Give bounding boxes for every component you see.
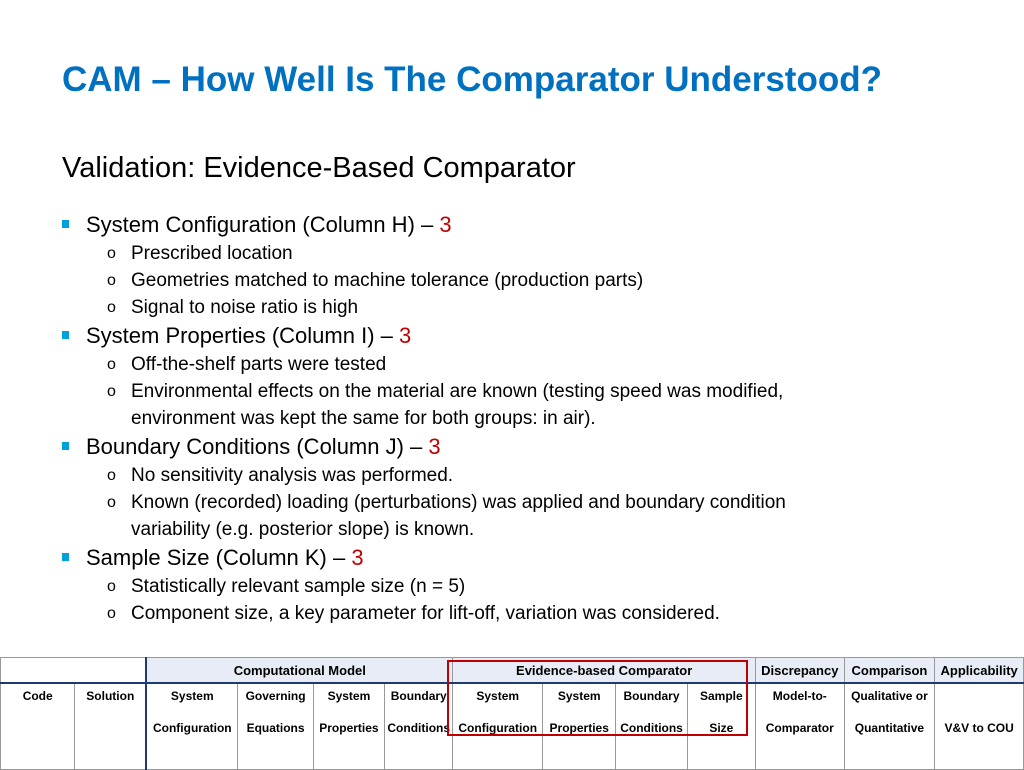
- bullet-label: Boundary Conditions (Column J) –: [86, 434, 423, 459]
- cam-table: [0, 657, 1024, 770]
- group-comparison: Comparison: [844, 658, 935, 684]
- square-bullet-icon: [62, 442, 69, 450]
- table-cell: Governing: [238, 683, 313, 708]
- square-bullet-icon: [62, 331, 69, 339]
- table-cell: Model-to-: [755, 683, 844, 708]
- circle-bullet-icon: o: [107, 383, 116, 400]
- table-cell-empty: [238, 748, 313, 770]
- bullet-boundary-conditions: [62, 432, 1002, 462]
- bullet-system-properties: [62, 321, 1002, 351]
- table-cell: System: [313, 683, 384, 708]
- table-cell: Boundary: [385, 683, 453, 708]
- score-value: 3: [439, 212, 452, 237]
- table-cell: Code: [1, 683, 75, 708]
- sub-bullet-text: No sensitivity analysis was performed.: [131, 465, 454, 486]
- slide-subtitle: Validation: Evidence-Based Comparator: [62, 152, 576, 184]
- table-cell: Configuration: [453, 708, 543, 748]
- table-cell: V&V to COU: [935, 708, 1024, 748]
- sub-bullet-text: Prescribed location: [131, 243, 293, 264]
- circle-bullet-icon: o: [107, 299, 116, 316]
- table-cell: System: [453, 683, 543, 708]
- group-discrepancy: Discrepancy: [755, 658, 844, 684]
- circle-bullet-icon: o: [107, 605, 116, 622]
- sub-bullet-text: Off-the-shelf parts were tested: [131, 354, 387, 375]
- sub-bullet-text: Environmental effects on the material are known (testing speed was modified,: [131, 381, 784, 402]
- table-cell: System: [146, 683, 238, 708]
- table-cell: [75, 708, 146, 748]
- sub-bullet-text: Signal to noise ratio is high: [131, 297, 359, 318]
- group-computational-model: Computational Model: [146, 658, 453, 684]
- sub-bullet: [62, 462, 1002, 489]
- table-cell: [935, 683, 1024, 708]
- table-cell: Sample: [687, 683, 755, 708]
- sub-bullet: [62, 489, 1002, 543]
- table-cell-empty: [75, 748, 146, 770]
- table-group-blank: [1, 658, 147, 684]
- table-cell: Solution: [75, 683, 146, 708]
- table-cell-empty: [844, 748, 935, 770]
- table-cell-empty: [313, 748, 384, 770]
- bullet-list: [62, 210, 1002, 627]
- sub-bullet-text: Component size, a key parameter for lift-off, variation was considered.: [131, 603, 720, 624]
- table-cell: Properties: [313, 708, 384, 748]
- table-cell-empty: [543, 748, 616, 770]
- sub-bullet: [62, 240, 1002, 267]
- table-cell: [1, 708, 75, 748]
- sub-bullet-text-continued: variability (e.g. posterior slope) is known.: [131, 519, 475, 540]
- bullet-label: System Properties (Column I) –: [86, 323, 393, 348]
- table-cell-empty: [755, 748, 844, 770]
- circle-bullet-icon: o: [107, 467, 116, 484]
- score-value: 3: [428, 434, 441, 459]
- bullet-label: Sample Size (Column K) –: [86, 545, 346, 570]
- table-cell: Conditions: [616, 708, 687, 748]
- table-cell-empty: [453, 748, 543, 770]
- table-cell-empty: [935, 748, 1024, 770]
- table-cell: Quantitative: [844, 708, 935, 748]
- table-cell: Size: [687, 708, 755, 748]
- bullet-system-configuration: [62, 210, 1002, 240]
- table-cell: Properties: [543, 708, 616, 748]
- table-cell: Comparator: [755, 708, 844, 748]
- sub-bullet-text-continued: environment was kept the same for both groups: in air).: [131, 408, 596, 429]
- score-value: 3: [399, 323, 412, 348]
- table-cell: Qualitative or: [844, 683, 935, 708]
- circle-bullet-icon: o: [107, 272, 116, 289]
- table-cell-empty: [1, 748, 75, 770]
- sub-bullet: [62, 294, 1002, 321]
- sub-bullet: [62, 573, 1002, 600]
- circle-bullet-icon: o: [107, 356, 116, 373]
- square-bullet-icon: [62, 553, 69, 561]
- bullet-sample-size: [62, 543, 1002, 573]
- table-cell-empty: [146, 748, 238, 770]
- square-bullet-icon: [62, 220, 69, 228]
- circle-bullet-icon: o: [107, 245, 116, 262]
- table-cell-empty: [385, 748, 453, 770]
- table-cell: Equations: [238, 708, 313, 748]
- sub-bullet: [62, 267, 1002, 294]
- group-evidence-based-comparator: Evidence-based Comparator: [453, 658, 756, 684]
- score-value: 3: [351, 545, 364, 570]
- table-cell: Boundary: [616, 683, 687, 708]
- circle-bullet-icon: o: [107, 494, 116, 511]
- table-cell: System: [543, 683, 616, 708]
- sub-bullet: [62, 600, 1002, 627]
- sub-bullet-text: Known (recorded) loading (perturbations) was applied and boundary condition: [131, 492, 786, 513]
- table-cell-empty: [687, 748, 755, 770]
- table-cell-empty: [616, 748, 687, 770]
- bullet-label: System Configuration (Column H) –: [86, 212, 434, 237]
- table-cell: Conditions: [385, 708, 453, 748]
- slide-title: CAM – How Well Is The Comparator Understood?: [62, 60, 882, 99]
- group-applicability: Applicability: [935, 658, 1024, 684]
- sub-bullet: [62, 351, 1002, 378]
- sub-bullet-text: Statistically relevant sample size (n = 5): [131, 576, 466, 597]
- sub-bullet-text: Geometries matched to machine tolerance (production parts): [131, 270, 644, 291]
- circle-bullet-icon: o: [107, 578, 116, 595]
- table-cell: Configuration: [146, 708, 238, 748]
- sub-bullet: [62, 378, 1002, 432]
